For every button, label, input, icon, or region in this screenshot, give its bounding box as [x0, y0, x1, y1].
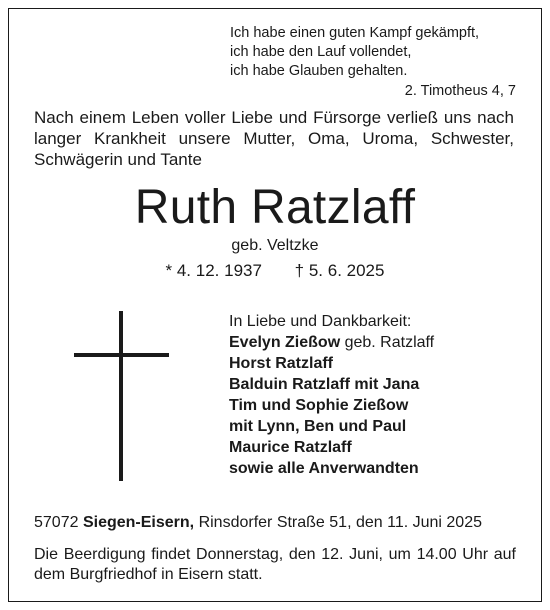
birth-name: geb. Veltzke	[231, 237, 319, 254]
latin-cross-icon	[74, 311, 169, 481]
deceased-name: Ruth Ratzlaff	[134, 181, 416, 234]
birth-date: * 4. 12. 1937	[165, 261, 262, 280]
place-and-date	[34, 514, 482, 532]
intro-text: Nach einem Leben voller Liebe und Fürsorge verließ uns nach langer Krankheit unsere Mutter, Oma, Uroma, Schwester, Schwägerin und Tante	[34, 108, 514, 169]
mourner-name-suffix: geb. Ratzlaff	[340, 334, 435, 351]
mourner-name: Evelyn Zießow	[229, 334, 341, 351]
mourner-name: Balduin Ratzlaff mit Jana	[229, 376, 420, 393]
mourners-list	[229, 311, 434, 479]
mourner-name: mit Lynn, Ben und Paul	[229, 418, 407, 435]
quote-reference: 2. Timotheus 4, 7	[404, 83, 516, 99]
postcode: 57072	[34, 514, 79, 531]
death-date: † 5. 6. 2025	[294, 261, 385, 280]
mourner-entry	[229, 353, 434, 374]
cross-vertical-bar	[119, 311, 123, 481]
mourner-name: Tim und Sophie Zießow	[229, 397, 409, 414]
cross-horizontal-bar	[74, 353, 169, 357]
quote-line: ich habe den Lauf vollendet,	[230, 44, 412, 60]
mourner-entry	[229, 458, 434, 479]
funeral-info: Die Beerdigung findet Donnerstag, den 12. Juni, um 14.00 Uhr auf dem Burgfriedhof in Eisern statt.	[34, 546, 516, 583]
mourner-name: Horst Ratzlaff	[229, 355, 334, 372]
mourner-entry	[229, 332, 434, 353]
mourner-entry	[229, 374, 434, 395]
quote-line: Ich habe einen guten Kampf gekämpft,	[230, 25, 480, 41]
mourner-entry	[229, 395, 434, 416]
bible-quote	[230, 24, 479, 81]
mourner-name: Maurice Ratzlaff	[229, 439, 352, 456]
city: Siegen-Eisern,	[82, 514, 195, 531]
mourner-entry	[229, 437, 434, 458]
mourners-heading: In Liebe und Dankbarkeit:	[229, 313, 412, 330]
mourner-entry	[229, 416, 434, 437]
mourner-name: sowie alle Anverwandten	[229, 460, 419, 477]
quote-line: ich habe Glauben gehalten.	[230, 63, 408, 79]
address-and-date: Rinsdorfer Straße 51, den 11. Juni 2025	[198, 514, 482, 531]
life-dates	[0, 261, 550, 281]
